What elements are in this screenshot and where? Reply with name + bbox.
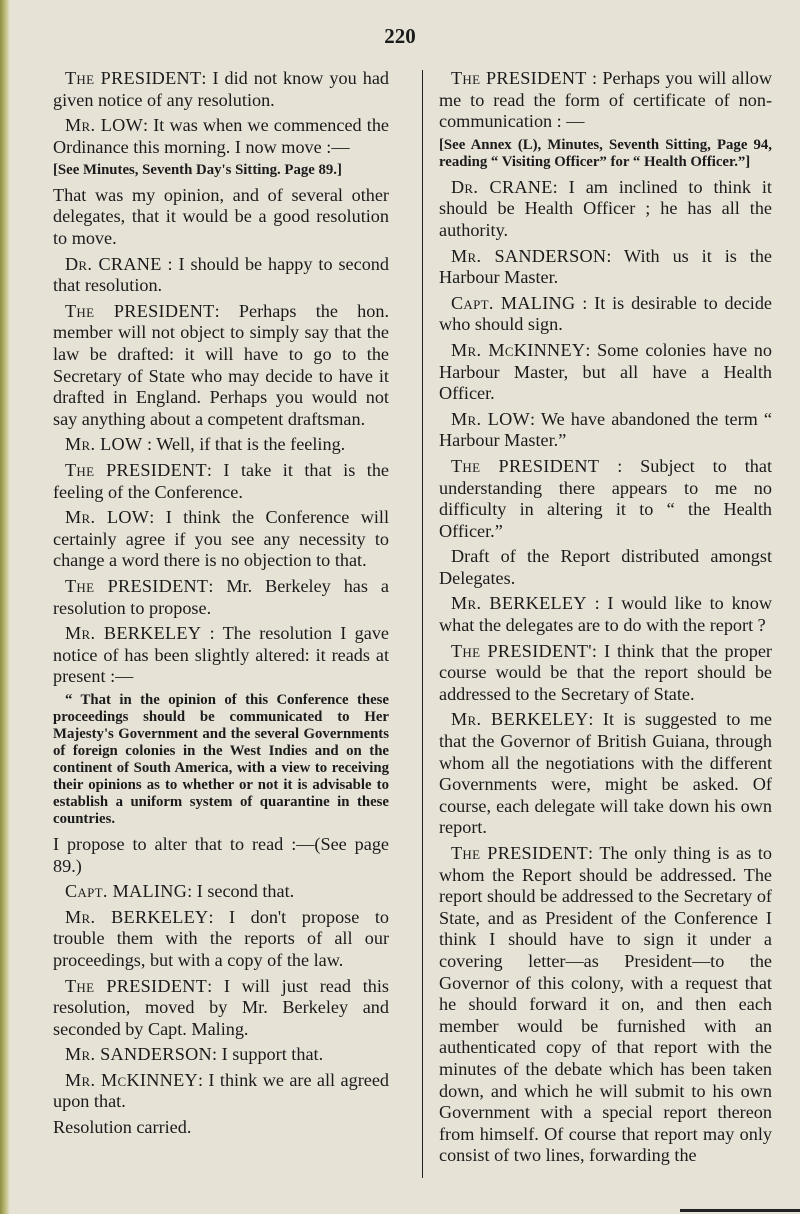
speech-paragraph [53, 68, 389, 111]
speech-text: : Subject to that understanding there appears to me no difficulty in altering it to “ the Health Officer.” [439, 455, 772, 541]
speech-text: : I am inclined to think it should be Health Officer ; he has all the authority. [439, 176, 772, 240]
speech-paragraph [439, 409, 772, 452]
text-paragraph: Resolution carried. [53, 1117, 192, 1138]
page-bottom-rule [680, 1209, 800, 1212]
speech-paragraph [53, 507, 389, 572]
speech-paragraph [439, 177, 772, 242]
speaker-name: Mr. SANDERSON [451, 245, 607, 266]
speech-paragraph [439, 843, 772, 1167]
speaker-name: Mr. LOW [451, 408, 531, 429]
speaker-name: The PRESIDENT [65, 975, 208, 996]
speaker-name: The PRESIDENT': [451, 640, 598, 661]
speech-paragraph [53, 460, 389, 503]
minutes-reference-note: [See Minutes, Seventh Day's Sitting. Page 89.] [53, 162, 342, 179]
speech-text: : I will just read this resolution, moved by Mr. Berkeley and seconded by Capt. Maling. [53, 975, 389, 1039]
speech-paragraph [439, 340, 772, 405]
speech-paragraph [439, 456, 772, 542]
speech-text: : Perhaps you will allow me to read the form of certificate of non-communication : — [439, 68, 772, 132]
speaker-name: Dr. CRANE [65, 253, 162, 274]
speaker-name: Mr. McKINNEY [451, 339, 586, 360]
speech-text: Draft of the Report distributed amongst Delegates. [439, 546, 772, 588]
speech-text: : It is desirable to decide who should sign. [439, 292, 773, 335]
speech-text: : The only thing is as to whom the Report should be addressed. The report should be addressed to the Secretary of State, and as President of the Conference I think I should have to sign it under a covering letter—as President—to the Governor of this colony, with a request that he should forward it on, and then each member would be furnished with an authenticated copy of that report with the minutes of the debate which has been taken down, and which he will submit to his own Government with a special report thereon from himself. Of course that report may only consist of two lines, forwarding the [439, 843, 772, 1166]
speech-text: : With us it is the Harbour Master. [439, 245, 772, 288]
speech-paragraph [439, 546, 772, 589]
speech-paragraph [439, 641, 772, 706]
speaker-name: Mr. BERKELEY [65, 623, 202, 644]
speech-text: : I think the Conference will certainly agree if you see any necessity to change a word there is no objection to that. [53, 507, 389, 571]
speech-text: : We have abandoned the term “ Harbour Master.” [439, 408, 772, 451]
speech-text: : I did not know you had given notice of any resolution. [53, 68, 389, 110]
minutes-reference-note: [See Annex (L), Minutes, Seventh Sitting, Page 94, reading “ Visiting Officer” for “ Health Officer.”] [439, 136, 772, 171]
speaker-name: The PRESIDENT [65, 300, 215, 321]
speaker-name: The PRESIDENT [451, 68, 587, 88]
speech-paragraph [439, 246, 772, 289]
speech-text: : It is suggested to me that the Governor of British Guiana, through whom all the negotiations with the different Governments were, might be asked. Of course, each delegate will take down his own report. [439, 709, 772, 838]
speaker-name: Mr. LOW [65, 115, 144, 136]
speech-text: : I would like to know what the delegates are to do with the report ? [439, 593, 772, 636]
speech-paragraph [53, 115, 389, 158]
speech-paragraph [53, 976, 389, 1041]
speech-text: : Well, if that is the feeling. [142, 434, 346, 455]
speaker-name: Capt. MALING [65, 881, 188, 902]
speaker-name: Mr. LOW [65, 434, 143, 455]
speech-text: : I second that. [187, 881, 295, 902]
speaker-name: The PRESIDENT [451, 843, 588, 863]
speech-paragraph [439, 593, 772, 636]
speech-text: : I take it that is the feeling of the Conference. [53, 460, 389, 502]
speech-text: : I think we are all agreed upon that. [53, 1069, 389, 1112]
speech-text: : I support that. [211, 1044, 324, 1065]
speech-text: : I don't propose to trouble them with the reports of all our proceedings, but with a copy of the law. [53, 906, 389, 970]
speech-paragraph [53, 434, 389, 456]
left-column [53, 68, 389, 1143]
speaker-name: The PRESIDENT [65, 68, 202, 88]
speaker-name: Mr. LOW [65, 507, 150, 528]
speech-text: : Some colonies have no Harbour Master, but all have a Health Officer. [439, 339, 772, 404]
speech-text: : Perhaps the hon. member will not object to simply say that the law be drafted: it will have to go to the Secretary of State who may decide to have it drafted in England. Perhaps you would not say anything about a competent draftsman. [53, 300, 389, 429]
speech-paragraph [53, 576, 389, 619]
speech-text: : Mr. Berkeley has a resolution to propose. [53, 575, 389, 618]
text-paragraph: That was my opinion, and of several other delegates, that it would be a good resolution to move. [53, 184, 389, 249]
speech-paragraph [53, 881, 389, 903]
speech-paragraph [53, 623, 389, 688]
speaker-name: Mr. BERKELEY [451, 709, 589, 730]
speaker-name: The PRESIDENT [65, 460, 207, 480]
speaker-name: Mr. BERKELEY [451, 593, 587, 614]
right-column [439, 68, 772, 1171]
speech-paragraph [53, 1044, 389, 1066]
resolution-quote: “ That in the opinion of this Conference these proceedings should be communicated to Her Majesty's Government and the several Governments of foreign colonies in the West Indies and on the continent of South America, with a view to receiving their opinions as to whether or not it is advisable to establish a uniform system of quarantine in these countries. [53, 691, 389, 827]
speaker-name: Mr. McKINNEY [65, 1069, 198, 1090]
speech-text: : The resolution I gave notice of has been slightly altered: it reads at present :— [53, 623, 389, 687]
speech-paragraph [439, 68, 772, 133]
speech-paragraph [53, 301, 389, 431]
page-number: 220 [384, 24, 416, 48]
speaker-name: Mr. BERKELEY [65, 906, 209, 927]
speaker-name: The PRESIDENT [65, 575, 209, 596]
speech-paragraph [53, 254, 389, 297]
speaker-name: Dr. CRANE [451, 176, 553, 197]
speech-text: I think that the proper course would be that the report should be addressed to the Secretary of State. [439, 640, 772, 704]
speech-paragraph [439, 293, 772, 336]
speech-paragraph [53, 907, 389, 972]
speaker-name: Mr. SANDERSON [65, 1044, 212, 1065]
text-paragraph: I propose to alter that to read :—(See page 89.) [53, 833, 389, 876]
speaker-name: Capt. MALING [451, 292, 576, 313]
speech-text: : It was when we commenced the Ordinance this morning. I now move :— [53, 115, 389, 157]
speech-paragraph [53, 1070, 389, 1113]
page-spine-shadow [0, 0, 10, 1214]
speech-paragraph [439, 709, 772, 839]
speaker-name: The PRESIDENT [451, 455, 600, 476]
column-divider [422, 70, 423, 1178]
speech-text: : I should be happy to second that resolution. [53, 253, 389, 296]
